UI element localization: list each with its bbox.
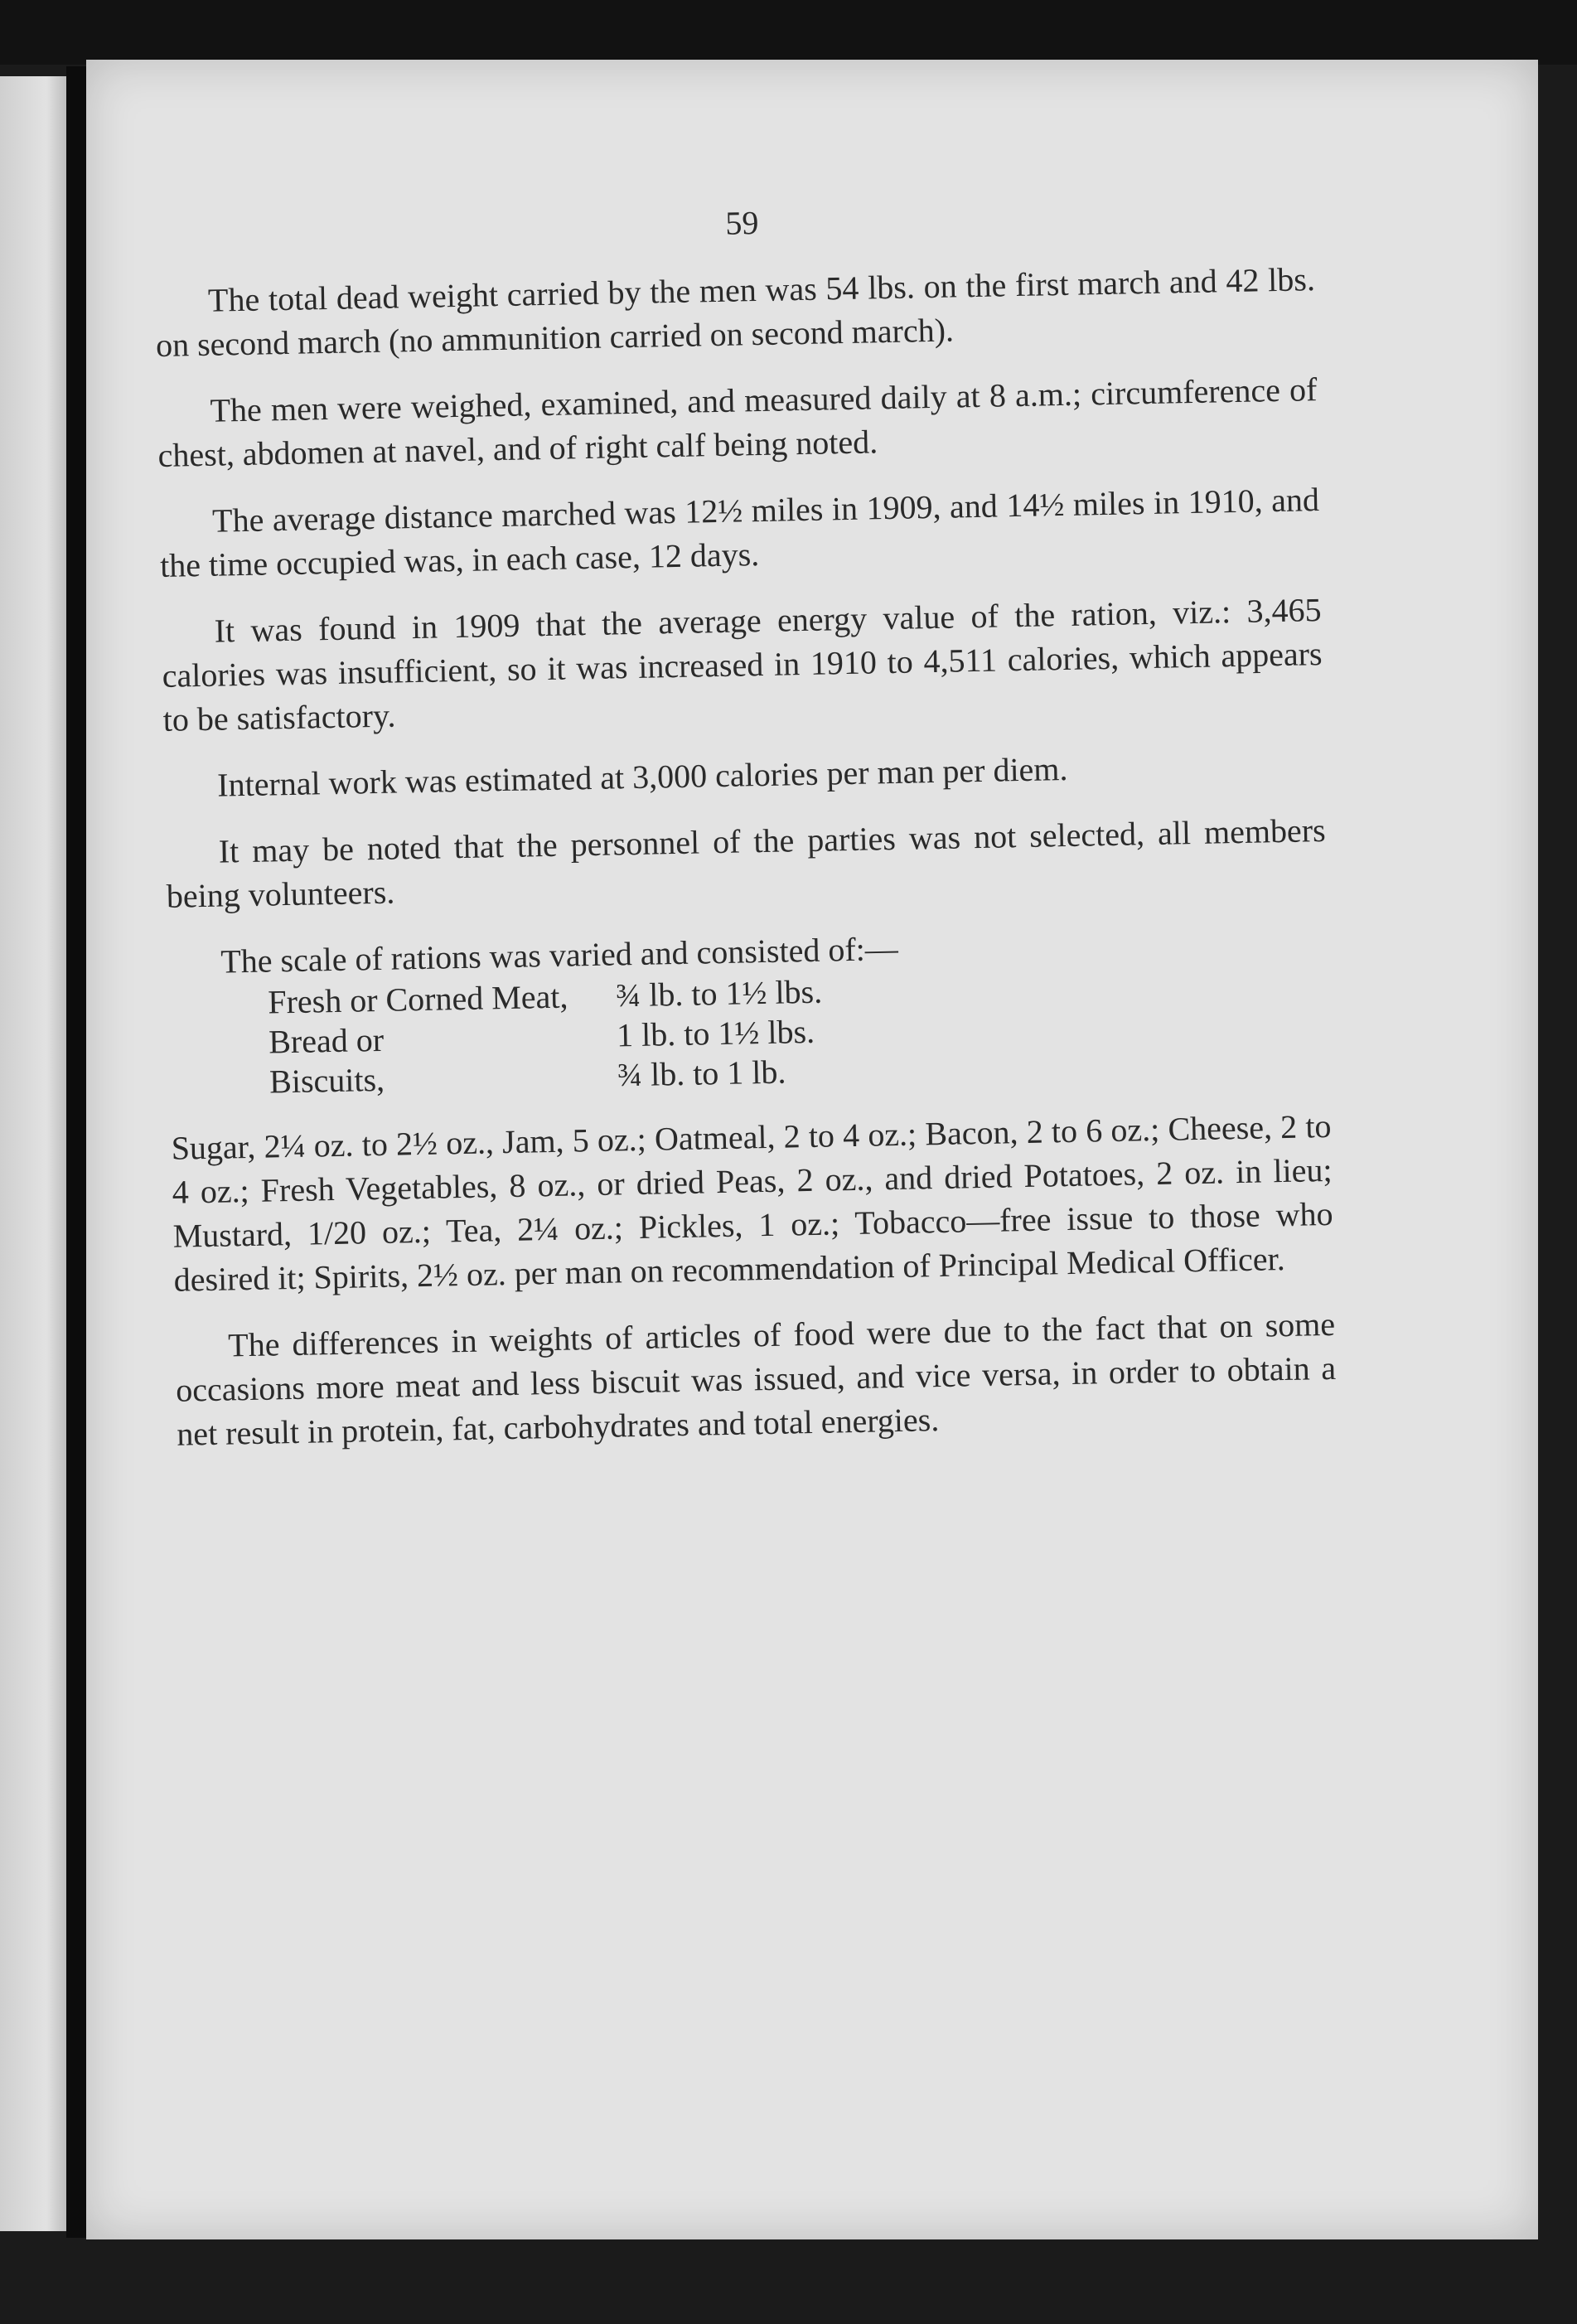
paragraph-measurements: The men were weighed, examined, and measured daily at 8 a.m.; circumference of chest, abdomen at navel, and of right calf being noted. bbox=[157, 370, 1318, 474]
ration-item: Biscuits, bbox=[268, 1060, 385, 1101]
ration-intro: The scale of rations was varied and consisted of:— bbox=[220, 929, 899, 980]
ration-list bbox=[168, 962, 1331, 1104]
paragraph-internal-work: Internal work was estimated at 3,000 calories per man per diem. bbox=[216, 749, 1068, 804]
ration-quantity: 1 lb. to 1½ lbs. bbox=[616, 1012, 815, 1054]
paragraph-differences: The differences in weights of articles of food were due to the fact that on some occasions more meat and less biscuit was issued, and vice versa, in order to obtain a net result in protein, fat, carbohydrates and total energies. bbox=[175, 1305, 1337, 1453]
ration-item: Fresh or Corned Meat, bbox=[267, 977, 568, 1021]
paragraph-ration-extras: Sugar, 2¼ oz. to 2½ oz., Jam, 5 oz.; Oatmeal, 2 to 4 oz.; Bacon, 2 to 6 oz.; Cheese, 2 to 4 oz.; Fresh Vegetables, 8 oz., or dried Peas, 2 oz., and dried Potatoes, 2 oz. in lieu; Mustard, 1/20 oz.; Tea, 2¼ oz.; Pickles, 1 oz.; Tobacco—free issue to those who desired it; Spirits, 2½ oz. per man on recommendation of Principal Medical Officer. bbox=[171, 1106, 1333, 1299]
ration-quantity: ¾ lb. to 1 lb. bbox=[617, 1053, 786, 1094]
paragraph-energy-value: It was found in 1909 that the average energy value of the ration, viz.: 3,465 calories was insufficient, so it was increased in 1910 to 4,511 calories, which appears to be satisfactory. bbox=[162, 591, 1323, 738]
facing-page-edge bbox=[0, 76, 66, 2231]
page-content bbox=[153, 190, 1338, 1479]
ration-quantity: ¾ lb. to 1½ lbs. bbox=[615, 972, 823, 1014]
ration-item: Bread or bbox=[268, 1020, 385, 1061]
scan-top-border bbox=[0, 0, 1577, 65]
page-number: 59 bbox=[724, 203, 759, 242]
paragraph-dead-weight: The total dead weight carried by the men was 54 lbs. on the first march and 42 lbs. on second march (no ammunition carried on second march). bbox=[155, 260, 1316, 364]
book-spine bbox=[66, 66, 86, 2238]
paragraph-personnel: It may be noted that the personnel of the parties was not selected, all members being volunteers. bbox=[166, 811, 1327, 915]
paragraph-distance: The average distance marched was 12½ miles in 1909, and 14½ miles in 1910, and the time occupied was, in each case, 12 days. bbox=[159, 481, 1320, 584]
